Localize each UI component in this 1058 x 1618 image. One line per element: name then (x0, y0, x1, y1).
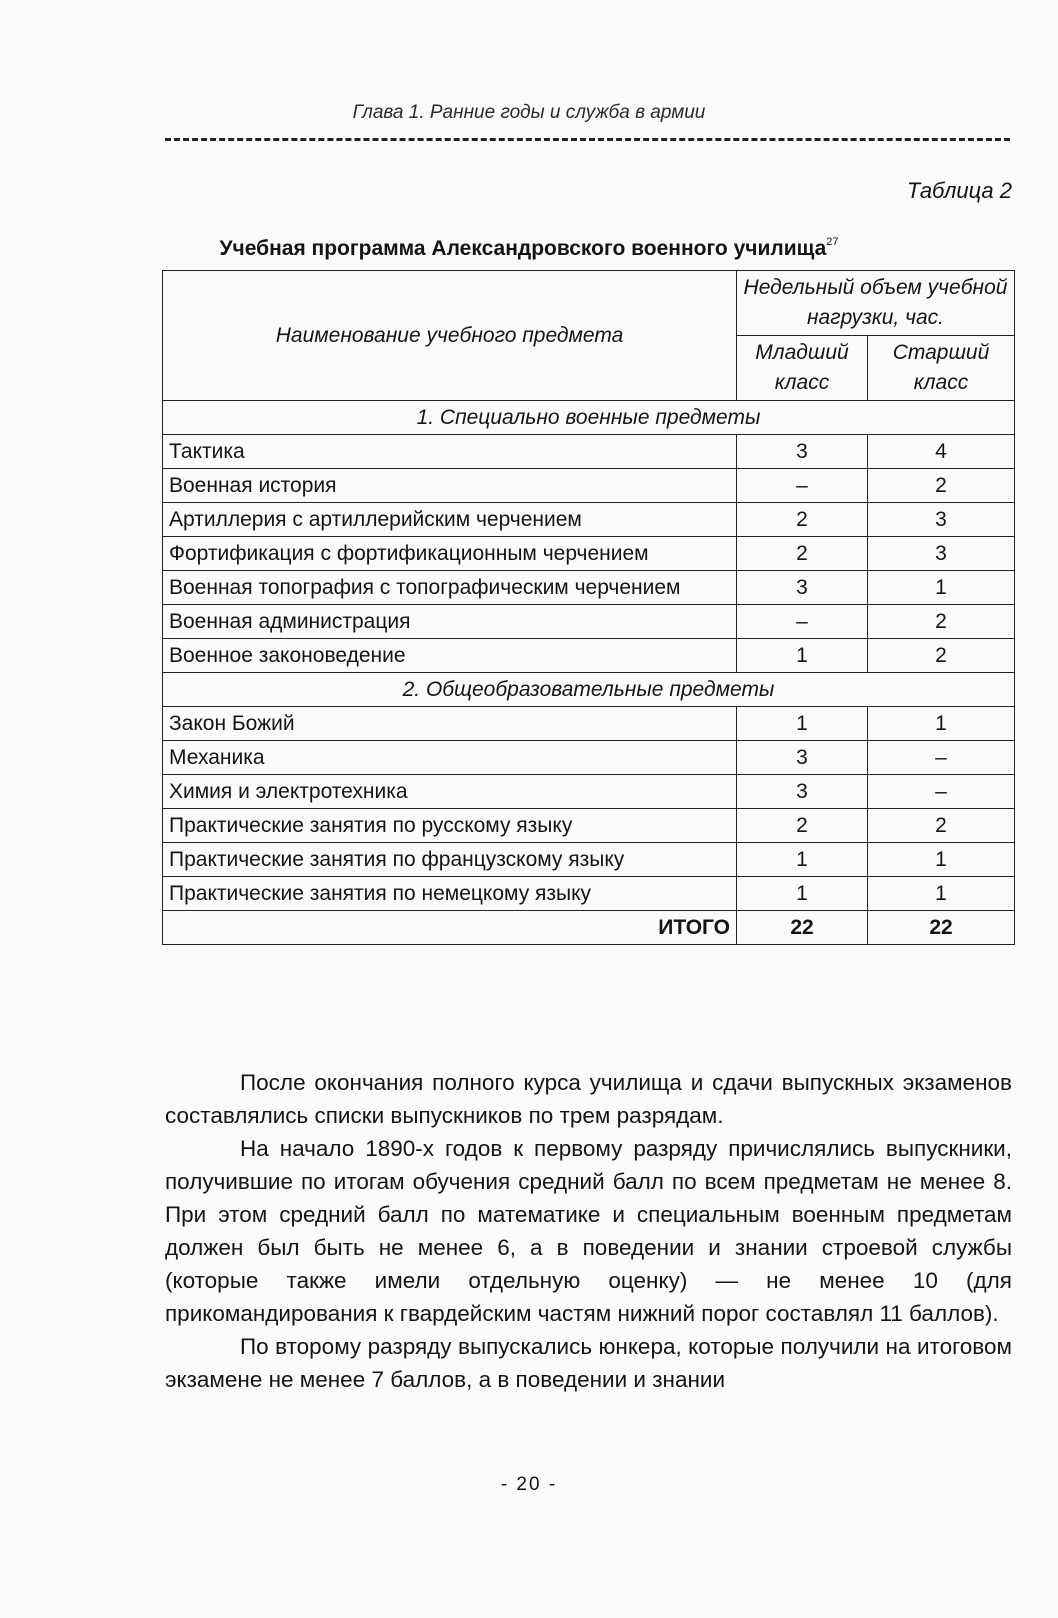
header-weekly-load: Недельный объем учебной нагрузки, час. (737, 271, 1015, 336)
subject-name: Артиллерия с артиллерийским черчением (163, 503, 737, 537)
subject-name: Химия и электротехника (163, 775, 737, 809)
table-row (163, 605, 1015, 639)
total-label: ИТОГО (163, 911, 737, 945)
table-row (163, 707, 1015, 741)
senior-hours: 4 (868, 435, 1015, 469)
table-row (163, 877, 1015, 911)
senior-hours: 1 (868, 571, 1015, 605)
junior-hours: – (737, 469, 868, 503)
junior-hours: 1 (737, 639, 868, 673)
subject-name: Практические занятия по русскому языку (163, 809, 737, 843)
junior-hours: 3 (737, 435, 868, 469)
subject-name: Военная топография с топографическим черчением (163, 571, 737, 605)
table-label: Таблица 2 (906, 178, 1012, 203)
senior-hours: – (868, 775, 1015, 809)
subject-name: Практические занятия по немецкому языку (163, 877, 737, 911)
table-row (163, 537, 1015, 571)
page-number: - 20 - (500, 1474, 558, 1495)
junior-hours: 1 (737, 877, 868, 911)
junior-hours: 2 (737, 809, 868, 843)
senior-hours: 2 (868, 639, 1015, 673)
senior-hours: 1 (868, 707, 1015, 741)
senior-hours: 1 (868, 877, 1015, 911)
subject-name: Фортификация с фортификационным черчением (163, 537, 737, 571)
senior-hours: 3 (868, 503, 1015, 537)
junior-hours: 2 (737, 537, 868, 571)
senior-hours: 2 (868, 605, 1015, 639)
subject-name: Закон Божий (163, 707, 737, 741)
subject-name: Механика (163, 741, 737, 775)
junior-hours: – (737, 605, 868, 639)
senior-hours: 3 (868, 537, 1015, 571)
junior-hours: 3 (737, 571, 868, 605)
table-header-row (163, 271, 1015, 336)
running-head: Глава 1. Ранние годы и служба в армии (352, 102, 706, 123)
section-title: 2. Общеобразовательные предметы (163, 673, 1015, 707)
senior-hours: 2 (868, 469, 1015, 503)
table-row (163, 639, 1015, 673)
paragraph: На начало 1890-х годов к первому разряду причислялись выпускники, получившие по итогам обучения средний балл по всем предметам не менее 8. При этом средний балл по математике и специальным военным предметам должен был быть не менее 6, а в поведении и знании строевой службы (которые также имели отдельную оценку) — не менее 10 (для прикомандирования к гвардейским частям нижний порог составлял 11 баллов). (165, 1136, 1012, 1326)
paragraph: После окончания полного курса училища и сдачи выпускных экзаменов составлялись списки выпускников по трем разрядам. (165, 1070, 1012, 1128)
total-row (163, 911, 1015, 945)
subject-name: Практические занятия по французскому языку (163, 843, 737, 877)
table-row (163, 775, 1015, 809)
paragraph: По второму разряду выпускались юнкера, которые получили на итоговом экзамене не менее 7 баллов, а в поведении и знании (165, 1334, 1012, 1392)
subject-name: Тактика (163, 435, 737, 469)
table-row (163, 571, 1015, 605)
curriculum-table (162, 270, 1015, 945)
table-row (163, 503, 1015, 537)
header-subject: Наименование учебного предмета (163, 271, 737, 401)
header-senior: Старший класс (868, 336, 1015, 401)
junior-hours: 1 (737, 707, 868, 741)
table-row (163, 435, 1015, 469)
subject-name: Военная история (163, 469, 737, 503)
total-junior: 22 (737, 911, 868, 945)
table-row (163, 843, 1015, 877)
table-row (163, 809, 1015, 843)
table-title-text: Учебная программа Александровского военного училища (219, 237, 827, 260)
table-title (0, 236, 1058, 261)
header-divider (165, 138, 1010, 141)
body-text (165, 1066, 1012, 1396)
header-junior: Младший класс (737, 336, 868, 401)
subject-name: Военное законоведение (163, 639, 737, 673)
footnote-ref[interactable]: 27 (826, 236, 839, 248)
table-row (163, 469, 1015, 503)
junior-hours: 1 (737, 843, 868, 877)
table-row (163, 741, 1015, 775)
section-title: 1. Специально военные предметы (163, 401, 1015, 435)
senior-hours: 2 (868, 809, 1015, 843)
senior-hours: 1 (868, 843, 1015, 877)
subject-name: Военная администрация (163, 605, 737, 639)
total-senior: 22 (868, 911, 1015, 945)
senior-hours: – (868, 741, 1015, 775)
section-row (163, 401, 1015, 435)
junior-hours: 2 (737, 503, 868, 537)
section-row (163, 673, 1015, 707)
junior-hours: 3 (737, 775, 868, 809)
junior-hours: 3 (737, 741, 868, 775)
